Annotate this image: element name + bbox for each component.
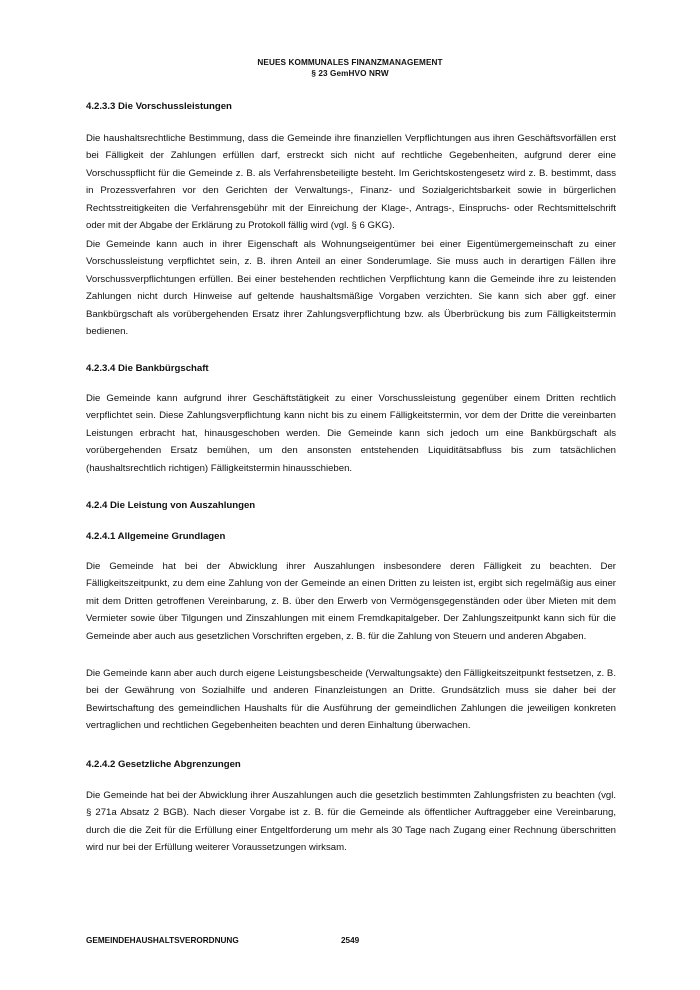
section-heading-4241: 4.2.4.1 Allgemeine Grundlagen (86, 531, 226, 542)
header-title: NEUES KOMMUNALES FINANZMANAGEMENT (257, 58, 443, 67)
section-heading-424: 4.2.4 Die Leistung von Auszahlungen (86, 500, 256, 511)
paragraph-4233-1: Die haushaltsrechtliche Bestimmung, dass die Gemeinde ihre finanziellen Verpflichtungen aus ihren Geschäftsvorfällen erst bei Fälligkeit der Zahlungen erfüllen darf, erstreckt sich nicht auf rechtliche Gegebenheiten, aufgrund derer eine Vorschusspflicht für die Gemeinde z. B. als Verfahrensbeteiligte besteht. Im Gerichtskostengesetz wird z. B. bestimmt, dass in Prozessverfahren vor den Gerichten der Verwaltungs-, Finanz- und Sozialgerichtsbarkeit sowie in bürgerlichen Rechtsstreitigkeiten die Verfahrensgebühr mit der Einreichung der Klage-, Antrags-, Einspruchs- oder Rechtsmittelschrift oder mit der Abgabe der Erklärung zu Protokoll fällig wird (vgl. § 6 GKG). (86, 133, 616, 232)
paragraph-4241-1: Die Gemeinde hat bei der Abwicklung ihrer Auszahlungen insbesondere deren Fälligkeit zu beachten. Der Fälligkeitszeitpunkt, zu dem eine Zahlung von der Gemeinde an einen Dritten zu leisten ist, ergibt sich regelmäßig aus einer mit dem Dritten getroffenen Vereinbarung, z. B. über den Erwerb von Vermögensgegenständen oder über Mieten mit dem Vermieter sowie über Tilgungen und Zinszahlungen mit einem Fremdkapitalgeber. Der Zahlungszeitpunkt kann sich für die Gemeinde aber auch aus gesetzlichen Vorschriften ergeben, z. B. für die Zahlung von Steuern und anderen Abgaben. (86, 561, 616, 642)
page-header (0, 57, 700, 79)
footer-title: GEMEINDEHAUSHALTSVERORDNUNG (86, 936, 239, 945)
footer-page-number: 2549 (341, 936, 360, 945)
section-heading-4242: 4.2.4.2 Gesetzliche Abgrenzungen (86, 759, 241, 770)
section-heading-4234: 4.2.3.4 Die Bankbürgschaft (86, 363, 209, 374)
paragraph-4233-2: Die Gemeinde kann auch in ihrer Eigenschaft als Wohnungseigentümer bei einer Eigentümergemeinschaft zu einer Vorschussleistung verpflichtet sein, z. B. ihren Anteil an einer Sonderumlage. Sie muss auch in derartigen Fällen ihre Vorschussverpflichtungen erfüllen. Bei einer bestehenden rechtlichen Verpflichtung kann die Gemeinde ihre zu leistenden Zahlungen nicht durch Hinweise auf geltende haushaltsmäßige Vorgaben verzichten. Sie kann sich aber ggf. einer Bankbürgschaft als vorübergehenden Ersatz ihrer Zahlungsverpflichtung bzw. als Überbrückung bis zum Fälligkeitstermin bedienen. (86, 239, 616, 338)
paragraph-4234-1: Die Gemeinde kann aufgrund ihrer Geschäftstätigkeit zu einer Vorschussleistung gegenüber einem Dritten rechtlich verpflichtet sein. Diese Zahlungsverpflichtung kann nicht bis zu einem Fälligkeitstermin, vor dem der Dritte die vereinbarten Leistungen erbracht hat, hinausgeschoben werden. Die Gemeinde kann sich jedoch um eine Bankbürgschaft als vorübergehenden Ersatz bemühen, um den ansonsten entstehenden Liquiditätsabfluss bis zum tatsächlichen (haushaltsrechtlich richtigen) Fälligkeitstermin hinausschieben. (86, 393, 616, 474)
paragraph-4241-2: Die Gemeinde kann aber auch durch eigene Leistungsbescheide (Verwaltungsakte) den Fälligkeitszeitpunkt festsetzen, z. B. bei der Gewährung von Sozialhilfe und anderen Finanzleistungen an Dritte. Grundsätzlich muss sie daher bei der Bewirtschaftung des gemeindlichen Haushalts für die Ausführung der gemeindlichen Zahlungen die jeweiligen konkreten vertraglichen und rechtlichen Gegebenheiten beachten und deren Einhaltung überwachen. (86, 668, 616, 732)
paragraph-4242-1: Die Gemeinde hat bei der Abwicklung ihrer Auszahlungen auch die gesetzlich bestimmten Zahlungsfristen zu beachten (vgl. § 271a Absatz 2 BGB). Nach dieser Vorgabe ist z. B. für die Gemeinde als öffentlicher Auftraggeber eine Vereinbarung, durch die die Zeit für die Erfüllung einer Entgeltforderung um mehr als 30 Tage nach Zugang einer Rechnung überschritten wird nur bei der Erfüllung weiterer Voraussetzungen wirksam. (86, 790, 616, 854)
section-heading-4233: 4.2.3.3 Die Vorschussleistungen (86, 101, 232, 112)
header-subtitle: § 23 GemHVO NRW (311, 69, 389, 78)
